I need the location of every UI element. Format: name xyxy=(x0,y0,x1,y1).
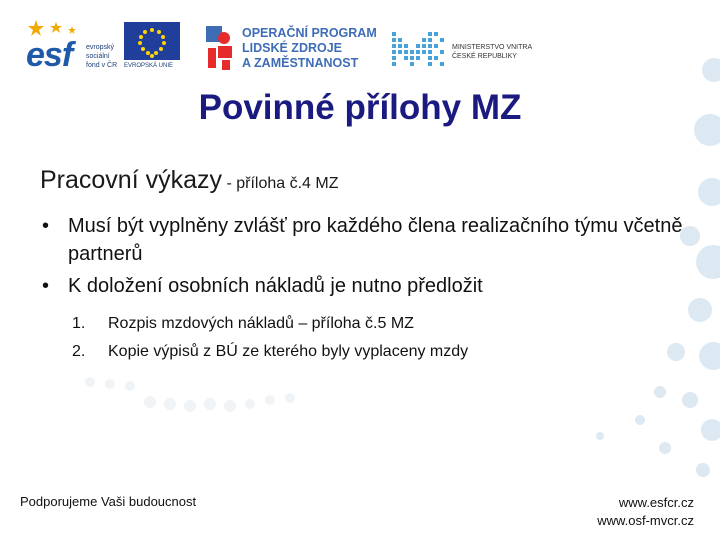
numbered-item xyxy=(72,338,672,366)
item-number: 1. xyxy=(72,315,86,332)
esf-caption xyxy=(86,43,126,70)
esf-caption-line: evropský xyxy=(86,44,115,51)
eu-caption: EVROPSKÁ UNIE xyxy=(124,63,174,69)
eu-flag-icon xyxy=(124,22,180,60)
mv-dots-logo-icon xyxy=(390,28,448,72)
mv-logo-line: ČESKÉ REPUBLIKY xyxy=(452,53,517,60)
item-text: Kopie výpisů z BÚ ze kterého byly vyplaceny mzdy xyxy=(108,343,469,360)
subheading-main: Pracovní výkazy xyxy=(40,166,223,194)
op-logo-line: LIDSKÉ ZDROJE xyxy=(242,41,343,55)
footer-slogan: Podporujeme Vaši budoucnost xyxy=(20,494,197,509)
slide-title: Povinné přílohy MZ xyxy=(198,88,522,127)
footer-link[interactable]: www.esfcr.cz xyxy=(618,495,694,510)
subheading xyxy=(40,165,339,199)
item-text: Rozpis mzdových nákladů – příloha č.5 MZ xyxy=(108,315,414,332)
bullet-list xyxy=(40,212,690,300)
esf-caption-line: fond v ČR xyxy=(86,62,118,69)
footer-link[interactable]: www.osf-mvcr.cz xyxy=(597,513,694,528)
esf-logo: esf xyxy=(26,36,73,74)
item-number: 2. xyxy=(72,343,86,360)
mv-logo-line: MINISTERSTVO VNITRA xyxy=(452,44,533,51)
subheading-suffix: - příloha č.4 MZ xyxy=(222,175,339,192)
op-logo-line: A ZAMĚSTNANOST xyxy=(242,56,359,70)
op-logo-text xyxy=(242,26,377,71)
op-logo-line: OPERAČNÍ PROGRAM xyxy=(242,26,377,40)
bullet-item: • K doložení osobních nákladů je nutno předložit xyxy=(40,272,690,300)
logo-band xyxy=(0,0,720,85)
bullet-item: • Musí být vyplněny zvlášť pro každého člena realizačního týmu včetně partnerů xyxy=(40,212,690,268)
footer-links xyxy=(597,494,694,530)
numbered-item xyxy=(72,310,672,338)
numbered-list xyxy=(72,310,672,366)
mv-logo-text xyxy=(452,43,532,61)
esf-caption-line: sociální xyxy=(86,53,110,60)
op-figure-icon xyxy=(200,22,240,72)
